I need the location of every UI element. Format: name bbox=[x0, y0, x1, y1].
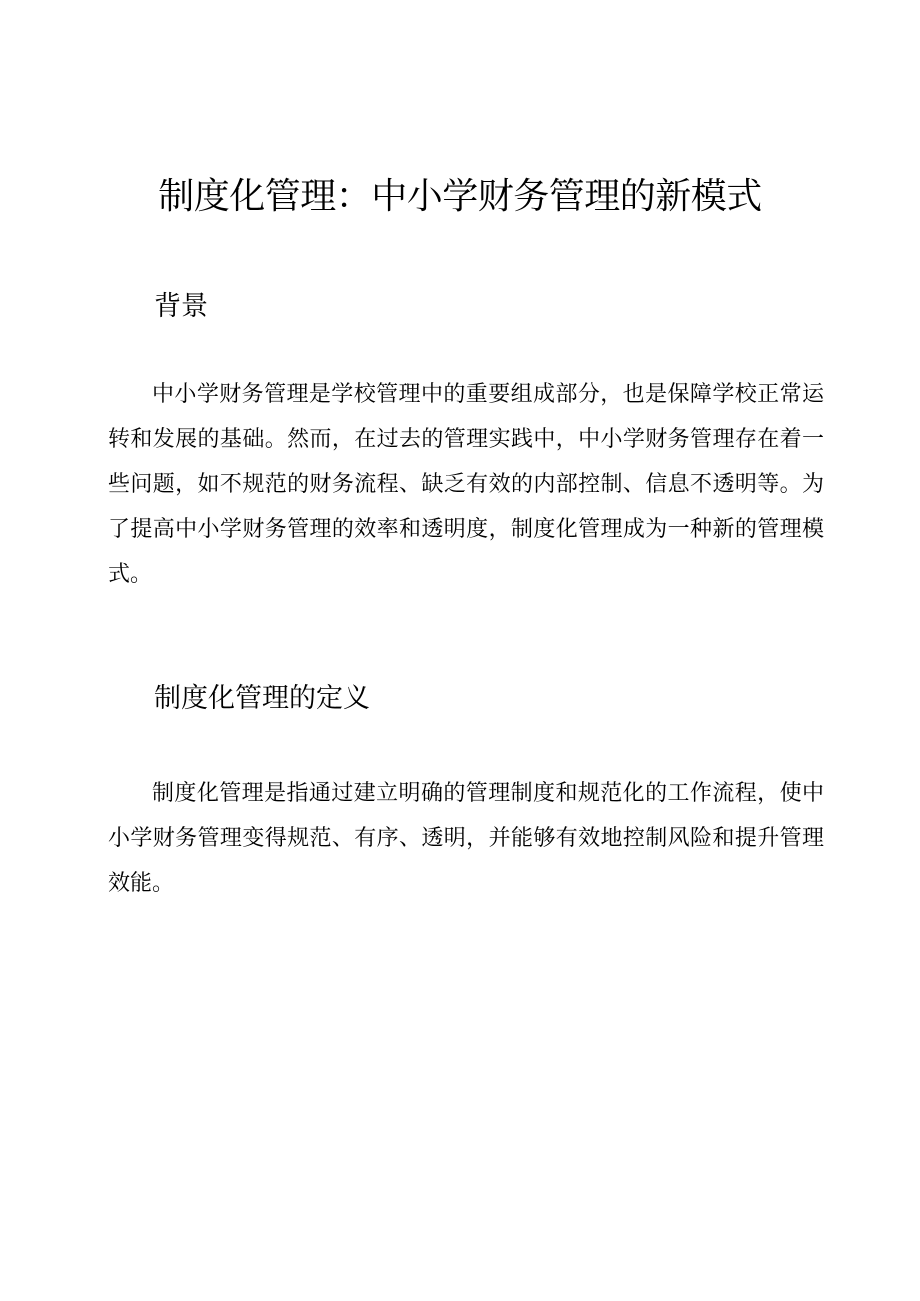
section-body-definition: 制度化管理是指通过建立明确的管理制度和规范化的工作流程，使中小学财务管理变得规范、有序、透明，并能够有效地控制风险和提升管理效能。 bbox=[108, 781, 824, 896]
section-heading-definition: 制度化管理的定义 bbox=[154, 683, 370, 714]
section-heading-background: 背景 bbox=[154, 291, 208, 322]
section-body-background: 中小学财务管理是学校管理中的重要组成部分，也是保障学校正常运转和发展的基础。然而，在过去的管理实践中，中小学财务管理存在着一些问题，如不规范的财务流程、缺乏有效的内部控制、信息不透明等。为了提高中小学财务管理的效率和透明度，制度化管理成为一种新的管理模式。 bbox=[108, 382, 824, 587]
document-title: 制度化管理：中小学财务管理的新模式 bbox=[158, 176, 762, 217]
